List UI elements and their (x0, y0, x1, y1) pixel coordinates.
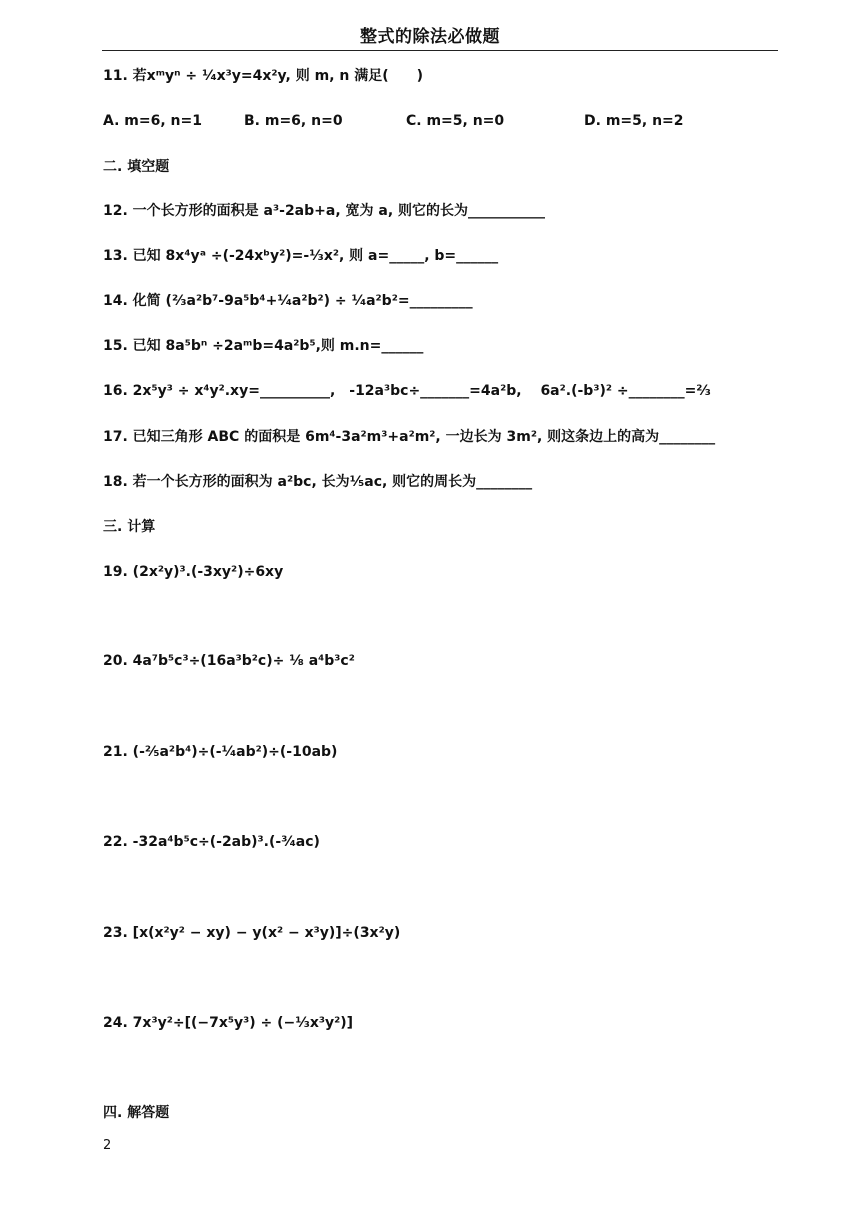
header-divider (102, 50, 778, 51)
question-23: 23. [x(x²y² − xy) − y(x² − x³y)]÷(3x²y) (103, 925, 401, 941)
question-21: 21. (-²⁄₅a²b⁴)÷(-¹⁄₄ab²)÷(-10ab) (103, 744, 338, 760)
question-15: 15. 已知 8a⁵bⁿ ÷2aᵐb=4a²b⁵,则 m.n=______ (103, 338, 424, 354)
page-title: 整式的除法必做题 (360, 27, 500, 47)
question-20: 20. 4a⁷b⁵c³÷(16a³b²c)÷ ¹⁄₈ a⁴b³c² (103, 653, 355, 669)
question-13: 13. 已知 8x⁴yᵃ ÷(-24xᵇy²)=-¹⁄₃x², 则 a=_____, b=______ (103, 248, 499, 264)
section-heading-compute: 三. 计算 (103, 519, 156, 535)
question-14: 14. 化简 (²⁄₃a²b⁷-9a⁵b⁴+¹⁄₄a²b²) ÷ ¹⁄₄a²b²=_________ (103, 293, 473, 309)
question-16: 16. 2x⁵y³ ÷ x⁴y².xy=__________, -12a³bc÷_______=4a²b, 6a².(-b³)² ÷________=²⁄₃ (103, 383, 711, 399)
page-number: 2 (103, 1138, 112, 1153)
option-c: C. m=5, n=0 (406, 113, 505, 129)
option-d: D. m=5, n=2 (584, 113, 684, 129)
option-a: A. m=6, n=1 (103, 113, 202, 129)
question-24: 24. 7x³y²÷[(−7x⁵y³) ÷ (−¹⁄₃x³y²)] (103, 1015, 354, 1031)
question-22: 22. -32a⁴b⁵c÷(-2ab)³.(-³⁄₄ac) (103, 834, 320, 850)
section-heading-fill-blank: 二. 填空题 (103, 159, 170, 175)
option-b: B. m=6, n=0 (244, 113, 343, 129)
question-12: 12. 一个长方形的面积是 a³-2ab+a, 宽为 a, 则它的长为___________ (103, 203, 546, 219)
question-11: 11. 若xᵐyⁿ ÷ ¹⁄₄x³y=4x²y, 则 m, n 满足( ) (103, 68, 424, 84)
question-19: 19. (2x²y)³.(-3xy²)÷6xy (103, 564, 284, 580)
section-heading-answer: 四. 解答题 (103, 1105, 170, 1121)
question-17: 17. 已知三角形 ABC 的面积是 6m⁴-3a²m³+a²m², 一边长为 3m², 则这条边上的高为________ (103, 429, 716, 445)
question-18: 18. 若一个长方形的面积为 a²bc, 长为¹⁄₅ac, 则它的周长为________ (103, 474, 533, 490)
